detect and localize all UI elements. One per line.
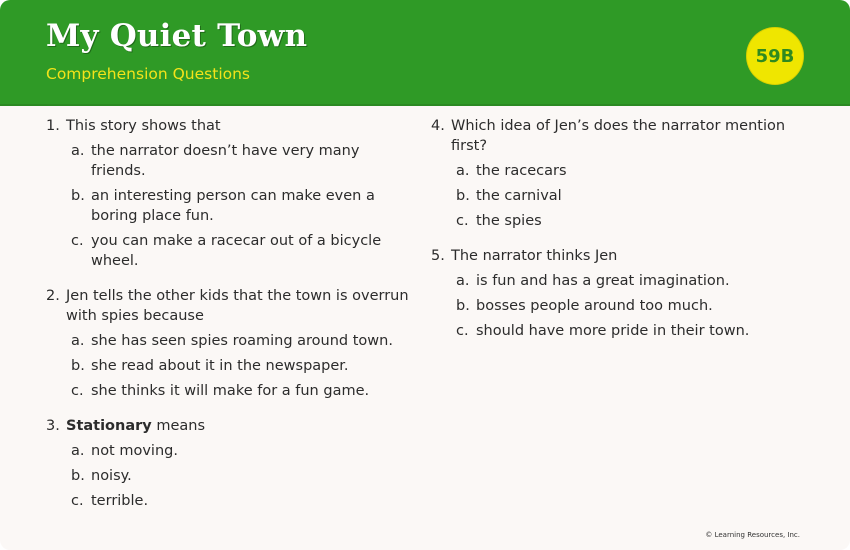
- option-letter: b.: [456, 298, 470, 314]
- option-letter: a.: [456, 163, 470, 179]
- option-text: an interesting person can make even a boring place fun.: [91, 188, 375, 224]
- option-text: the carnival: [476, 188, 562, 204]
- option-text: noisy.: [91, 468, 132, 484]
- card-title: My Quiet Town: [46, 18, 308, 54]
- answer-option: [456, 296, 811, 316]
- question-4: [431, 116, 811, 231]
- option-text: should have more pride in their town.: [476, 323, 750, 339]
- question-number: 5.: [431, 248, 445, 264]
- vocab-word: Stationary: [66, 418, 152, 434]
- answer-option: [71, 491, 418, 511]
- question-number: 3.: [46, 418, 60, 434]
- option-letter: a.: [71, 443, 85, 459]
- option-text: not moving.: [91, 443, 178, 459]
- option-text: you can make a racecar out of a bicycle wheel.: [91, 233, 382, 269]
- option-letter: a.: [71, 333, 85, 349]
- answer-option: [71, 186, 418, 226]
- question-number: 1.: [46, 118, 60, 134]
- option-letter: c.: [456, 213, 469, 229]
- answer-option: [71, 141, 418, 181]
- answer-option: [456, 186, 811, 206]
- option-text: the racecars: [476, 163, 567, 179]
- card-number-label: 59B: [755, 45, 795, 67]
- question-stem: Jen tells the other kids that the town is overrun with spies because: [66, 288, 409, 324]
- option-letter: a.: [71, 143, 85, 159]
- option-letter: c.: [456, 323, 469, 339]
- option-letter: b.: [71, 358, 85, 374]
- option-text: the spies: [476, 213, 542, 229]
- answer-option: [71, 466, 418, 486]
- question-5: [431, 246, 811, 341]
- option-letter: c.: [71, 383, 84, 399]
- option-letter: c.: [71, 233, 84, 249]
- option-text: the narrator doesn’t have very many friends.: [91, 143, 360, 179]
- answer-option: [71, 331, 418, 351]
- option-text: terrible.: [91, 493, 149, 509]
- answer-option: [456, 211, 811, 231]
- question-3: [46, 416, 418, 511]
- question-stem: The narrator thinks Jen: [451, 248, 618, 264]
- right-column: [431, 116, 811, 341]
- answer-option: [456, 321, 811, 341]
- option-letter: a.: [456, 273, 470, 289]
- question-2: [46, 286, 418, 401]
- question-stem: [66, 416, 418, 436]
- copyright-notice: © Learning Resources, Inc.: [705, 531, 800, 539]
- option-letter: c.: [71, 493, 84, 509]
- card-number-badge: [747, 28, 803, 84]
- option-letter: b.: [71, 468, 85, 484]
- option-text: bosses people around too much.: [476, 298, 713, 314]
- answer-option: [456, 161, 811, 181]
- option-letter: b.: [456, 188, 470, 204]
- answer-option: [456, 271, 811, 291]
- question-1: [46, 116, 418, 271]
- option-letter: b.: [71, 188, 85, 204]
- option-text: is fun and has a great imagination.: [476, 273, 730, 289]
- question-stem: Which idea of Jen’s does the narrator mention first?: [451, 118, 786, 154]
- answer-option: [71, 356, 418, 376]
- option-text: she thinks it will make for a fun game.: [91, 383, 370, 399]
- question-number: 2.: [46, 288, 60, 304]
- answer-option: [71, 381, 418, 401]
- question-stem-rest: means: [151, 418, 206, 434]
- answer-option: [71, 441, 418, 461]
- card-subtitle: Comprehension Questions: [46, 65, 251, 83]
- option-text: she read about it in the newspaper.: [91, 358, 349, 374]
- answer-option: [71, 231, 418, 271]
- option-text: she has seen spies roaming around town.: [91, 333, 393, 349]
- question-number: 4.: [431, 118, 445, 134]
- question-stem: This story shows that: [66, 118, 221, 134]
- left-column: [46, 116, 418, 511]
- card-header: [0, 0, 850, 106]
